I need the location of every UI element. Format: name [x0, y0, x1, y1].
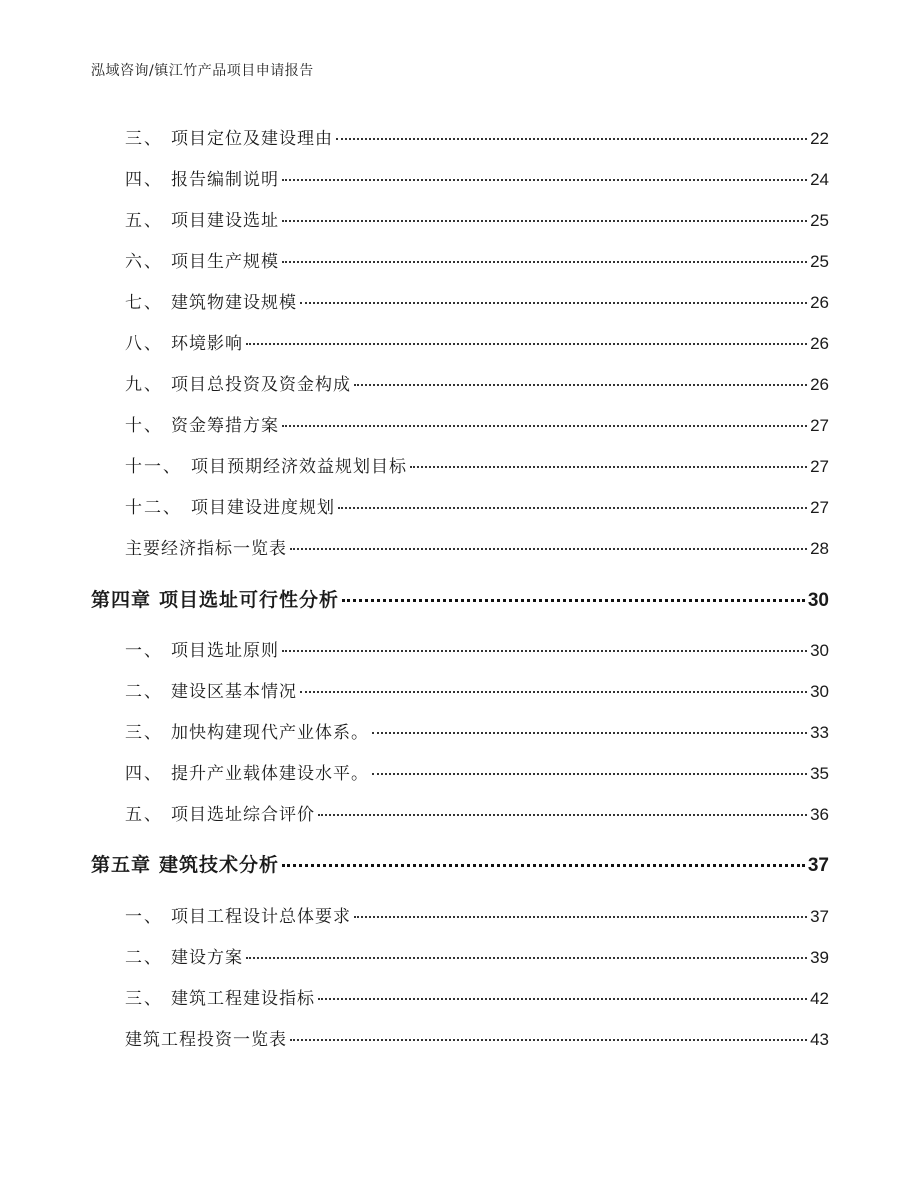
toc-entry-number: 十二、 — [125, 498, 182, 518]
chapter-title: 建筑技术分析 — [159, 854, 280, 876]
toc-entry-label — [125, 759, 369, 784]
toc-entry-label — [125, 124, 333, 149]
toc-entry-title: 建设方案 — [171, 948, 243, 968]
toc-entry-13[interactable] — [125, 677, 829, 702]
dot-leader — [318, 814, 807, 816]
toc-entry-label — [125, 247, 279, 272]
toc-entry-number: 三、 — [125, 129, 163, 149]
toc-page-number: 24 — [810, 170, 829, 189]
toc-entry-title: 建筑工程建设指标 — [171, 989, 315, 1009]
toc-entry-19[interactable] — [125, 943, 829, 968]
toc-entry-14[interactable] — [125, 718, 829, 743]
toc-entry-title: 建筑物建设规模 — [171, 293, 297, 313]
toc-entry-label — [125, 718, 369, 743]
toc-entry-label — [125, 984, 315, 1009]
dot-leader — [318, 998, 807, 1000]
dot-leader — [300, 302, 807, 304]
toc-entry-4[interactable] — [125, 288, 829, 313]
toc-entry-label — [125, 452, 407, 477]
toc-entry-title: 加快构建现代产业体系。 — [171, 723, 369, 743]
toc-entry-label — [125, 329, 243, 354]
toc-entry-title: 项目总投资及资金构成 — [171, 375, 351, 395]
toc-entry-3[interactable] — [125, 247, 829, 272]
toc-page-number: 26 — [810, 334, 829, 353]
toc-entry-number: 四、 — [125, 170, 163, 190]
toc-entry-8[interactable] — [125, 452, 829, 477]
toc-entry-title: 资金筹措方案 — [171, 416, 279, 436]
toc-entry-title: 项目建设进度规划 — [191, 498, 335, 518]
dot-leader — [282, 864, 805, 867]
running-header: 泓域咨询/镇江竹产品项目申请报告 — [91, 63, 314, 79]
dot-leader — [282, 425, 807, 427]
toc-entry-number: 二、 — [125, 948, 163, 968]
toc-entry-number: 三、 — [125, 989, 163, 1009]
toc-entry-title: 项目选址综合评价 — [171, 805, 315, 825]
toc-entry-21[interactable] — [125, 1025, 829, 1050]
toc-page-number: 25 — [810, 211, 829, 230]
dot-leader — [282, 220, 807, 222]
dot-leader — [354, 916, 807, 918]
toc-page-number: 30 — [810, 682, 829, 701]
toc-entry-number: 十一、 — [125, 457, 182, 477]
toc-entry-label — [125, 206, 279, 231]
toc-entry-number: 九、 — [125, 375, 163, 395]
toc-entry-10[interactable] — [125, 534, 829, 559]
toc-entry-9[interactable] — [125, 493, 829, 518]
toc-page-number: 22 — [810, 129, 829, 148]
toc-chapter-label — [91, 585, 339, 612]
dot-leader — [372, 773, 807, 775]
dot-leader — [282, 650, 807, 652]
dot-leader — [336, 138, 807, 140]
toc-entry-20[interactable] — [125, 984, 829, 1009]
toc-entry-number: 五、 — [125, 805, 163, 825]
toc-page-number: 39 — [810, 948, 829, 967]
toc-entry-6[interactable] — [125, 370, 829, 395]
dot-leader — [282, 261, 807, 263]
toc-entry-1[interactable] — [125, 165, 829, 190]
toc-entry-number: 六、 — [125, 252, 163, 272]
toc-entry-label — [125, 1025, 287, 1050]
toc-entry-label — [125, 493, 335, 518]
toc-entry-number: 二、 — [125, 682, 163, 702]
toc-page-number: 42 — [810, 989, 829, 1008]
toc-entry-label — [125, 288, 297, 313]
toc-entry-title: 建筑工程投资一览表 — [125, 1030, 287, 1050]
toc-entry-title: 报告编制说明 — [171, 170, 279, 190]
toc-page-number: 28 — [810, 539, 829, 558]
toc-entry-title: 环境影响 — [171, 334, 243, 354]
toc-chapter-4[interactable] — [91, 585, 829, 612]
dot-leader — [410, 466, 807, 468]
toc-entry-5[interactable] — [125, 329, 829, 354]
toc-page-number: 37 — [810, 907, 829, 926]
dot-leader — [246, 957, 807, 959]
toc-entry-number: 四、 — [125, 764, 163, 784]
toc-page-number: 35 — [810, 764, 829, 783]
dot-leader — [342, 599, 805, 602]
toc-page-number: 26 — [810, 375, 829, 394]
toc-chapter-label — [91, 850, 279, 877]
toc-page-number: 36 — [810, 805, 829, 824]
chapter-number: 第五章 — [91, 854, 152, 876]
toc-page-number: 43 — [810, 1030, 829, 1049]
dot-leader — [300, 691, 807, 693]
toc-entry-label — [125, 800, 315, 825]
chapter-title: 项目选址可行性分析 — [159, 589, 340, 611]
toc-entry-title: 项目生产规模 — [171, 252, 279, 272]
toc-entry-label — [125, 636, 279, 661]
dot-leader — [246, 343, 807, 345]
toc-entry-number: 七、 — [125, 293, 163, 313]
toc-entry-label — [125, 902, 351, 927]
dot-leader — [290, 1039, 807, 1041]
toc-page-number: 27 — [810, 498, 829, 517]
toc-entry-title: 项目预期经济效益规划目标 — [191, 457, 407, 477]
toc-entry-2[interactable] — [125, 206, 829, 231]
toc-entry-0[interactable] — [125, 124, 829, 149]
toc-entry-number: 一、 — [125, 907, 163, 927]
toc-entry-title: 项目选址原则 — [171, 641, 279, 661]
toc-entry-title: 提升产业载体建设水平。 — [171, 764, 369, 784]
toc-entry-label — [125, 943, 243, 968]
toc-entry-number: 五、 — [125, 211, 163, 231]
toc-page-number: 27 — [810, 457, 829, 476]
dot-leader — [338, 507, 807, 509]
dot-leader — [372, 732, 807, 734]
toc-entry-12[interactable] — [125, 636, 829, 661]
toc-entry-number: 十、 — [125, 416, 163, 436]
toc-entry-label — [125, 370, 351, 395]
toc-entry-title: 项目建设选址 — [171, 211, 279, 231]
toc-entry-7[interactable] — [125, 411, 829, 436]
toc-entry-18[interactable] — [125, 902, 829, 927]
dot-leader — [290, 548, 807, 550]
toc-entry-number: 八、 — [125, 334, 163, 354]
toc-entry-number: 一、 — [125, 641, 163, 661]
toc-entry-title: 项目工程设计总体要求 — [171, 907, 351, 927]
toc-page-number: 37 — [807, 855, 829, 876]
dot-leader — [354, 384, 807, 386]
toc-entry-label — [125, 534, 287, 559]
chapter-number: 第四章 — [91, 589, 152, 611]
toc-entry-number: 三、 — [125, 723, 163, 743]
toc-page-number: 33 — [810, 723, 829, 742]
toc-chapter-5[interactable] — [91, 850, 829, 877]
toc-page-number: 26 — [810, 293, 829, 312]
dot-leader — [282, 179, 807, 181]
toc-entry-title: 建设区基本情况 — [171, 682, 297, 702]
toc-entry-label — [125, 411, 279, 436]
toc-entry-15[interactable] — [125, 759, 829, 784]
toc-entry-title: 主要经济指标一览表 — [125, 539, 287, 559]
toc-entry-label — [125, 677, 297, 702]
toc-entry-label — [125, 165, 279, 190]
toc-page-number: 30 — [807, 590, 829, 611]
toc-page-number: 25 — [810, 252, 829, 271]
toc-entry-title: 项目定位及建设理由 — [171, 129, 333, 149]
toc-entry-16[interactable] — [125, 800, 829, 825]
toc-page-number: 30 — [810, 641, 829, 660]
toc-page-number: 27 — [810, 416, 829, 435]
